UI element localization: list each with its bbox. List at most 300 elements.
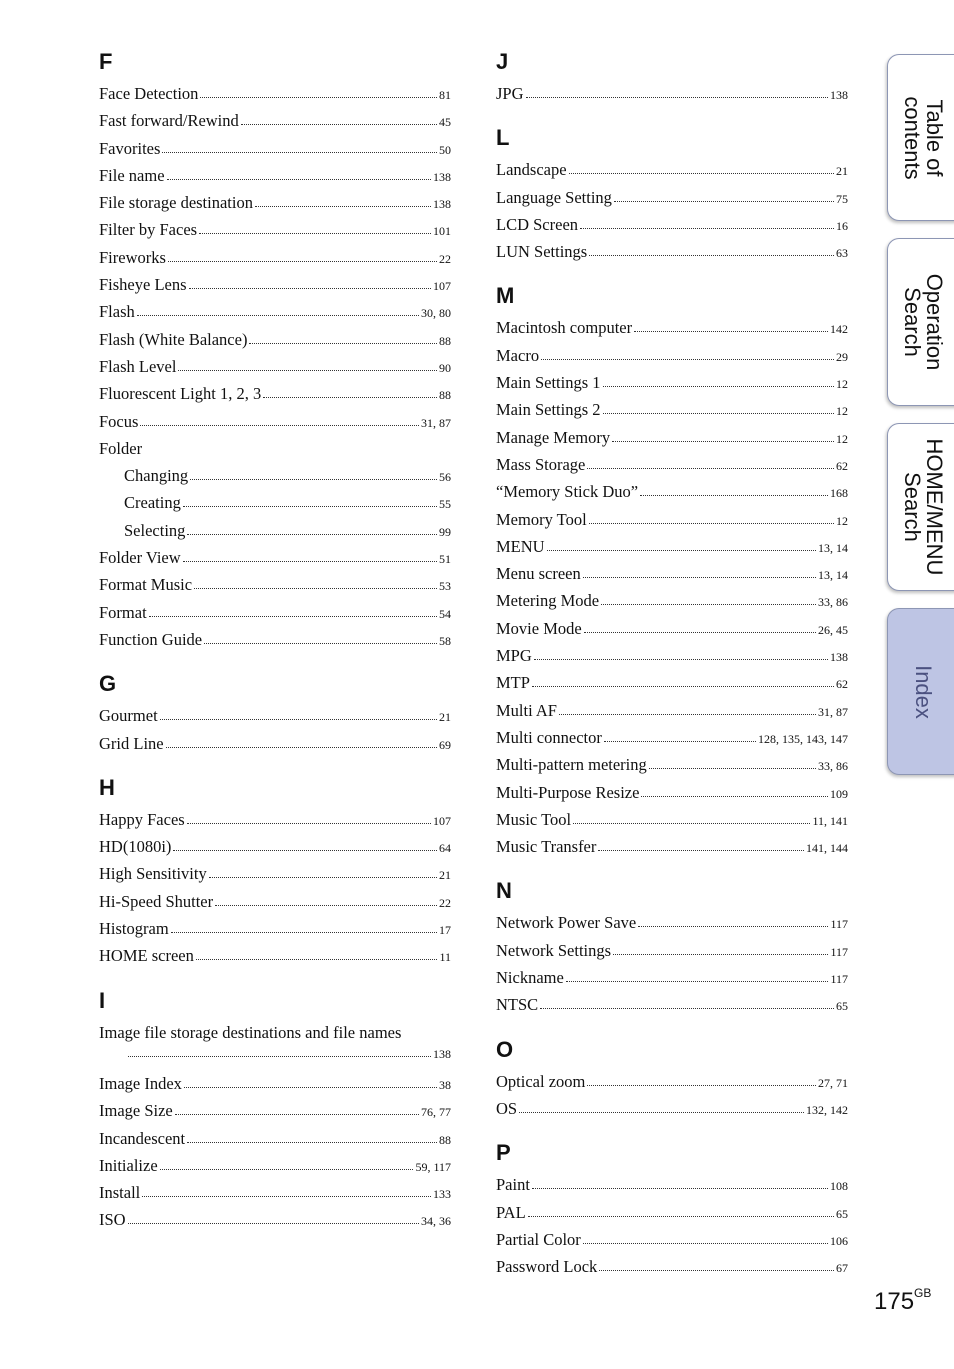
index-entry[interactable] xyxy=(99,730,451,757)
index-entry[interactable] xyxy=(496,587,848,614)
leader-dots xyxy=(614,200,834,202)
entry-pages[interactable]: 55 xyxy=(439,497,451,512)
section-letter: L xyxy=(496,125,510,151)
entry-label: Multi connector xyxy=(496,727,602,747)
tab-index[interactable] xyxy=(887,608,954,775)
leader-dots xyxy=(634,330,828,332)
leader-dots xyxy=(532,1187,828,1189)
entry-pages[interactable]: 88 xyxy=(439,333,451,348)
entry-pages[interactable]: 107 xyxy=(433,279,451,294)
index-entry[interactable] xyxy=(99,408,451,435)
entry-label: PAL xyxy=(496,1202,526,1222)
entry-label: Metering Mode xyxy=(496,591,600,611)
entry-label: Macintosh computer xyxy=(496,318,633,338)
index-entry[interactable] xyxy=(99,162,451,189)
entry-label: MTP xyxy=(496,673,530,693)
leader-dots xyxy=(189,287,431,289)
leader-dots xyxy=(187,1141,437,1143)
entry-pages[interactable]: 90 xyxy=(439,360,451,375)
index-entry[interactable] xyxy=(496,80,848,107)
entry-pages[interactable]: 51 xyxy=(439,552,451,567)
index-entry[interactable] xyxy=(99,435,451,462)
entry-label: JPG xyxy=(496,84,524,103)
entry-pages[interactable]: 38 xyxy=(439,1077,451,1092)
index-entry[interactable] xyxy=(99,380,451,407)
entry-pages[interactable]: 99 xyxy=(439,524,451,539)
leader-dots xyxy=(209,876,437,878)
entry-label: Password Lock xyxy=(496,1257,598,1277)
entry-label: Flash Level xyxy=(99,356,177,376)
index-entry[interactable] xyxy=(496,184,848,211)
leader-dots xyxy=(649,767,816,769)
leader-dots xyxy=(573,822,810,824)
leader-dots xyxy=(175,1113,419,1115)
entry-label: Initialize xyxy=(99,1155,158,1175)
index-entry[interactable] xyxy=(99,1019,451,1070)
entry-label: MENU xyxy=(496,536,545,556)
index-entry[interactable] xyxy=(496,669,848,696)
entry-pages[interactable]: 138 xyxy=(830,88,848,102)
index-entry[interactable] xyxy=(496,697,848,724)
page-number-value: 175 xyxy=(874,1288,915,1315)
entry-pages[interactable]: 138 xyxy=(433,1046,451,1061)
index-entry[interactable] xyxy=(496,751,848,778)
entry-pages[interactable]: 33, 86 xyxy=(818,759,848,774)
entry-pages[interactable]: 108 xyxy=(830,1179,848,1194)
section-letter: N xyxy=(496,878,512,904)
entry-pages[interactable]: 65 xyxy=(836,999,848,1014)
index-entry[interactable] xyxy=(496,724,848,751)
index-entry[interactable] xyxy=(99,702,451,729)
leader-dots xyxy=(612,440,834,442)
entry-pages[interactable]: 21 xyxy=(836,164,848,179)
entry-pages[interactable]: 67 xyxy=(836,1261,848,1276)
index-entry[interactable] xyxy=(99,107,451,134)
entry-label: Incandescent xyxy=(99,1128,186,1148)
entry-pages[interactable]: 12 xyxy=(836,431,848,446)
leader-dots xyxy=(599,1269,834,1271)
entry-pages[interactable]: 50 xyxy=(439,142,451,157)
page-number-suffix: GB xyxy=(914,1286,932,1300)
entry-label: Hi-Speed Shutter xyxy=(99,891,214,911)
entry-label: Grid Line xyxy=(99,733,164,753)
page-number xyxy=(874,1288,931,1316)
entry-label: NTSC xyxy=(496,995,539,1015)
leader-dots xyxy=(587,1084,816,1086)
entry-pages[interactable]: 106 xyxy=(830,1233,848,1248)
entry-label: File storage destination xyxy=(99,193,253,213)
index-entry[interactable] xyxy=(496,779,848,806)
entry-label: Main Settings 1 xyxy=(496,373,601,393)
entry-label: HOME screen xyxy=(99,946,194,966)
entry-pages[interactable]: 21 xyxy=(439,710,451,725)
index-entry[interactable] xyxy=(496,314,848,341)
entry-pages[interactable]: 62 xyxy=(836,677,848,692)
leader-dots xyxy=(183,505,437,507)
index-entry[interactable] xyxy=(99,326,451,353)
entry-label: Folder View xyxy=(99,548,181,568)
entry-label: Flash xyxy=(99,302,135,322)
entry-label: Fluorescent Light 1, 2, 3 xyxy=(99,384,262,404)
leader-dots xyxy=(580,227,834,229)
entry-pages[interactable]: 138 xyxy=(830,650,848,665)
leader-dots xyxy=(142,1195,431,1197)
entry-pages[interactable]: 26, 45 xyxy=(818,622,848,637)
index-entry[interactable] xyxy=(496,991,848,1018)
entry-label: OS xyxy=(496,1098,518,1118)
entry-label: Folder xyxy=(99,438,143,458)
entry-label: Language Setting xyxy=(496,187,612,207)
leader-dots xyxy=(255,205,431,207)
entry-pages[interactable]: 81 xyxy=(439,88,451,102)
leader-dots xyxy=(528,1215,834,1217)
index-entry[interactable] xyxy=(99,244,451,271)
index-entry[interactable] xyxy=(496,478,848,505)
index-entry[interactable] xyxy=(496,1253,848,1280)
entry-pages[interactable]: 58 xyxy=(439,633,451,648)
leader-dots xyxy=(603,412,834,414)
leader-dots xyxy=(640,494,828,496)
entry-label: Menu screen xyxy=(496,564,581,584)
leader-dots xyxy=(204,642,437,644)
index-entry[interactable] xyxy=(99,1070,451,1097)
leader-dots xyxy=(149,615,437,617)
leader-dots xyxy=(200,96,437,98)
entry-label: Fast forward/Rewind xyxy=(99,111,239,131)
index-entry[interactable] xyxy=(496,615,848,642)
entry-label: Nickname xyxy=(496,968,564,988)
leader-dots xyxy=(162,151,437,153)
entry-label: Function Guide xyxy=(99,629,203,649)
index-entry[interactable] xyxy=(99,915,451,942)
entry-label: Image Index xyxy=(99,1073,182,1093)
entry-pages[interactable]: 21 xyxy=(439,868,451,883)
entry-pages[interactable]: 56 xyxy=(439,470,451,485)
leader-dots xyxy=(160,1168,414,1170)
entry-pages[interactable]: 88 xyxy=(439,388,451,403)
entry-pages[interactable]: 13, 14 xyxy=(818,540,848,555)
entry-pages[interactable]: 138 xyxy=(433,197,451,212)
index-entry[interactable] xyxy=(99,1152,451,1179)
tab-table-of-contents[interactable] xyxy=(887,54,954,221)
leader-dots xyxy=(598,849,804,851)
index-entry[interactable] xyxy=(99,135,451,162)
index-entry[interactable] xyxy=(496,369,848,396)
index-section xyxy=(99,669,451,757)
leader-dots xyxy=(194,587,437,589)
leader-dots xyxy=(249,342,437,344)
entry-pages[interactable]: 141, 144 xyxy=(806,841,848,856)
tab-table-of-contents-label: Table of contents xyxy=(900,95,947,180)
section-letter: G xyxy=(99,671,117,697)
entry-label: Gourmet xyxy=(99,706,158,726)
index-entry[interactable] xyxy=(496,424,848,451)
index-entry[interactable] xyxy=(99,599,451,626)
entry-label: Network Settings xyxy=(496,940,612,960)
index-entry[interactable] xyxy=(496,396,848,423)
index-entry[interactable] xyxy=(496,1171,848,1198)
entry-label: Movie Mode xyxy=(496,618,582,638)
entry-label: Favorites xyxy=(99,138,161,158)
section-letter: O xyxy=(496,1036,514,1062)
index-entry[interactable] xyxy=(496,1068,848,1095)
index-entry[interactable] xyxy=(99,298,451,325)
entry-pages[interactable]: 11, 141 xyxy=(812,813,848,828)
index-entry[interactable] xyxy=(99,626,451,653)
index-entry[interactable] xyxy=(99,806,451,833)
entry-pages[interactable]: 54 xyxy=(439,606,451,621)
leader-dots xyxy=(166,746,437,748)
index-section xyxy=(99,986,451,1234)
entry-pages[interactable]: 31, 87 xyxy=(818,704,848,719)
index-entry[interactable] xyxy=(496,156,848,183)
leader-dots xyxy=(566,980,829,982)
index-section xyxy=(496,47,848,107)
entry-pages[interactable]: 17 xyxy=(439,923,451,938)
entry-label: LUN Settings xyxy=(496,242,588,262)
entry-pages[interactable]: 13, 14 xyxy=(818,568,848,583)
entry-pages[interactable]: 31, 87 xyxy=(421,415,451,430)
entry-pages[interactable]: 11 xyxy=(439,950,451,965)
leader-dots xyxy=(128,1055,431,1057)
entry-label: Focus xyxy=(99,411,139,431)
entry-pages[interactable]: 12 xyxy=(836,513,848,528)
index-entry[interactable] xyxy=(496,560,848,587)
index-section xyxy=(496,876,848,1018)
leader-dots xyxy=(140,424,419,426)
entry-label: Mass Storage xyxy=(496,454,586,474)
leader-dots xyxy=(167,178,431,180)
leader-dots xyxy=(587,467,834,469)
entry-label: Selecting xyxy=(124,520,186,540)
entry-label: Multi-Purpose Resize xyxy=(496,782,640,802)
leader-dots xyxy=(183,560,437,562)
entry-pages[interactable]: 101 xyxy=(433,224,451,239)
index-entry[interactable] xyxy=(496,1095,848,1122)
entry-pages[interactable]: 53 xyxy=(439,579,451,594)
entry-label: Music Transfer xyxy=(496,837,597,857)
tab-operation-search[interactable] xyxy=(887,238,954,406)
entry-pages[interactable]: 59, 117 xyxy=(415,1159,451,1174)
leader-dots xyxy=(603,385,834,387)
index-entry[interactable] xyxy=(99,1179,451,1206)
leader-dots xyxy=(540,1007,834,1009)
entry-label: MPG xyxy=(496,646,532,666)
entry-pages[interactable]: 33, 86 xyxy=(818,595,848,610)
entry-pages[interactable]: 132, 142 xyxy=(806,1102,848,1117)
index-entry[interactable] xyxy=(99,189,451,216)
index-entry[interactable] xyxy=(99,489,451,516)
entry-label: Format xyxy=(99,602,147,622)
entry-label: Install xyxy=(99,1183,141,1203)
leader-dots xyxy=(263,396,437,398)
index-entry[interactable] xyxy=(99,353,451,380)
entry-pages[interactable]: 138 xyxy=(433,169,451,184)
entry-label: Partial Color xyxy=(496,1229,581,1249)
index-entry[interactable] xyxy=(496,238,848,265)
index-entry[interactable] xyxy=(496,451,848,478)
entry-label: HD(1080i) xyxy=(99,837,172,857)
index-entry[interactable] xyxy=(99,462,451,489)
entry-pages[interactable]: 34, 36 xyxy=(421,1214,451,1229)
index-entry[interactable] xyxy=(496,964,848,991)
leader-dots xyxy=(559,713,816,715)
index-entry[interactable] xyxy=(99,860,451,887)
leader-dots xyxy=(613,953,828,955)
entry-page-line xyxy=(99,1046,451,1070)
entry-pages[interactable]: 128, 135, 143, 147 xyxy=(758,731,848,746)
entry-pages[interactable]: 88 xyxy=(439,1132,451,1147)
entry-label: Main Settings 2 xyxy=(496,400,601,420)
leader-dots xyxy=(187,533,437,535)
leader-dots xyxy=(168,260,437,262)
leader-dots xyxy=(583,576,816,578)
entry-pages[interactable]: 69 xyxy=(439,737,451,752)
index-entry[interactable] xyxy=(99,942,451,969)
leader-dots xyxy=(190,478,437,480)
leader-dots xyxy=(128,1222,419,1224)
leader-dots xyxy=(532,685,834,687)
entry-pages[interactable]: 22 xyxy=(439,895,451,910)
index-section xyxy=(496,281,848,860)
entry-pages[interactable]: 133 xyxy=(433,1187,451,1202)
entry-pages[interactable]: 62 xyxy=(836,458,848,473)
leader-dots xyxy=(173,849,437,851)
entry-label: Network Power Save xyxy=(496,913,637,933)
index-entry[interactable] xyxy=(496,1226,848,1253)
entry-label: Changing xyxy=(124,466,189,486)
index-entry[interactable] xyxy=(99,1125,451,1152)
index-entry[interactable] xyxy=(496,937,848,964)
entry-label: LCD Screen xyxy=(496,214,579,234)
section-letter: P xyxy=(496,1140,511,1166)
section-letter: M xyxy=(496,283,515,309)
entry-label: Optical zoom xyxy=(496,1071,586,1091)
index-entry[interactable] xyxy=(496,1199,848,1226)
index-section xyxy=(496,1138,848,1280)
entry-label: High Sensitivity xyxy=(99,864,207,884)
tab-index-label: Index xyxy=(911,664,936,719)
leader-dots xyxy=(241,123,437,125)
index-entry[interactable] xyxy=(99,1097,451,1124)
entry-label: Histogram xyxy=(99,919,169,939)
leader-dots xyxy=(215,904,437,906)
entry-pages[interactable]: 142 xyxy=(830,322,848,337)
tab-operation-search-label: Operation Search xyxy=(900,273,947,371)
entry-label: Landscape xyxy=(496,160,567,180)
index-entry[interactable] xyxy=(99,888,451,915)
leader-dots xyxy=(171,931,437,933)
section-letter: H xyxy=(99,774,115,800)
entry-label: Paint xyxy=(496,1175,530,1195)
entry-pages[interactable]: 22 xyxy=(439,251,451,266)
leader-dots xyxy=(178,369,437,371)
index-entry[interactable] xyxy=(496,909,848,936)
entry-pages[interactable]: 117 xyxy=(830,944,848,959)
entry-pages[interactable]: 117 xyxy=(830,917,848,932)
leader-dots xyxy=(589,254,834,256)
entry-pages[interactable]: 30, 80 xyxy=(421,306,451,321)
index-entry[interactable] xyxy=(99,571,451,598)
index-entry[interactable] xyxy=(496,806,848,833)
tab-home-menu-search-label: HOME/MENU Search xyxy=(900,438,947,576)
entry-pages[interactable]: 45 xyxy=(439,115,451,130)
index-entry[interactable] xyxy=(99,216,451,243)
entry-pages[interactable]: 107 xyxy=(433,813,451,828)
leader-dots xyxy=(604,740,756,742)
entry-label: Flash (White Balance) xyxy=(99,329,248,349)
leader-dots xyxy=(601,603,816,605)
section-letter: J xyxy=(496,49,509,74)
leader-dots xyxy=(584,631,816,633)
entry-label: “Memory Stick Duo” xyxy=(496,482,639,502)
entry-label: File name xyxy=(99,165,165,185)
index-entry[interactable] xyxy=(99,1206,451,1233)
leader-dots xyxy=(583,1242,828,1244)
entry-pages[interactable]: 75 xyxy=(836,191,848,206)
leader-dots xyxy=(526,96,828,98)
entry-label: Multi AF xyxy=(496,700,557,720)
index-section xyxy=(496,123,848,265)
index-entry[interactable] xyxy=(496,506,848,533)
entry-label: ISO xyxy=(99,1210,126,1230)
entry-pages[interactable]: 117 xyxy=(830,972,848,987)
entry-label: Macro xyxy=(496,345,540,365)
index-entry[interactable] xyxy=(99,517,451,544)
entry-label: Creating xyxy=(124,493,181,513)
leader-dots xyxy=(160,718,437,720)
entry-pages[interactable]: 109 xyxy=(830,786,848,801)
index-entry[interactable] xyxy=(99,271,451,298)
entry-pages[interactable]: 16 xyxy=(836,218,848,233)
entry-pages[interactable]: 12 xyxy=(836,404,848,419)
entry-label: Fisheye Lens xyxy=(99,275,187,295)
entry-pages[interactable]: 168 xyxy=(830,486,848,501)
entry-pages[interactable]: 63 xyxy=(836,246,848,261)
entry-pages[interactable]: 27, 71 xyxy=(818,1075,848,1090)
leader-dots xyxy=(184,1086,437,1088)
leader-dots xyxy=(519,1111,804,1113)
entry-label: Image file storage destinations and file names xyxy=(99,1022,402,1042)
entry-pages[interactable]: 12 xyxy=(836,377,848,392)
index-entry[interactable] xyxy=(99,80,451,107)
leader-dots xyxy=(187,822,431,824)
entry-pages[interactable]: 65 xyxy=(836,1206,848,1221)
index-entry[interactable] xyxy=(496,833,848,860)
leader-dots xyxy=(569,172,834,174)
entry-label: Format Music xyxy=(99,575,193,595)
entry-label: Memory Tool xyxy=(496,509,587,529)
entry-pages[interactable]: 64 xyxy=(439,841,451,856)
entry-label: Multi-pattern metering xyxy=(496,755,647,775)
entry-label: Filter by Faces xyxy=(99,220,198,240)
index-entry[interactable] xyxy=(99,833,451,860)
leader-dots xyxy=(199,232,431,234)
leader-dots xyxy=(534,658,828,660)
entry-label: Face Detection xyxy=(99,84,199,103)
index-entry[interactable] xyxy=(99,544,451,571)
index-entry[interactable] xyxy=(496,642,848,669)
entry-pages[interactable]: 76, 77 xyxy=(421,1105,451,1120)
section-letter: F xyxy=(99,49,113,74)
entry-label: Music Tool xyxy=(496,809,572,829)
entry-pages[interactable]: 29 xyxy=(836,349,848,364)
index-entry[interactable] xyxy=(496,342,848,369)
index-entry[interactable] xyxy=(496,533,848,560)
index-entry[interactable] xyxy=(496,211,848,238)
tab-home-menu-search[interactable] xyxy=(887,423,954,591)
entry-label: Fireworks xyxy=(99,247,166,267)
